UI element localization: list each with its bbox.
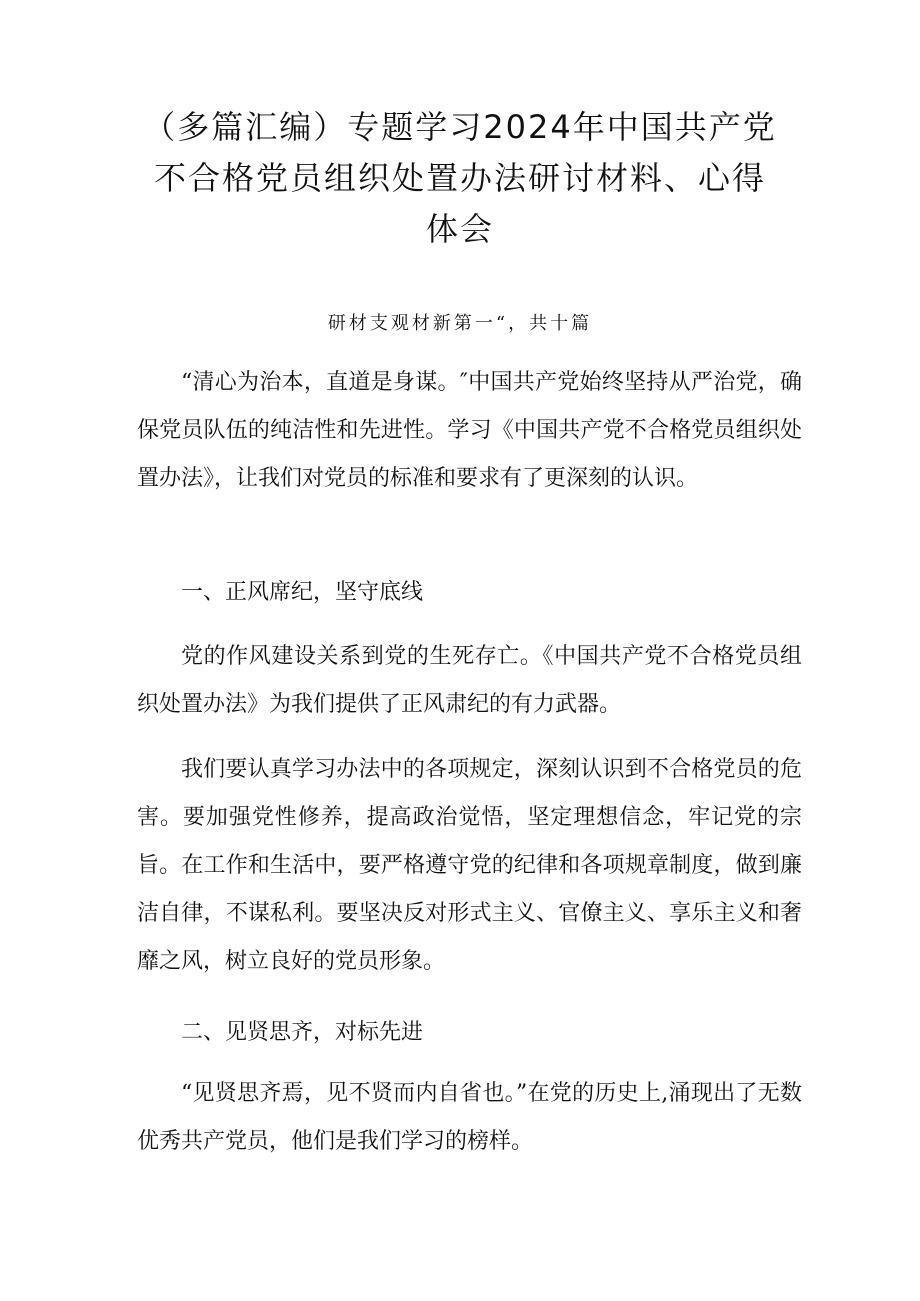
section1-paragraph-1: 党的作风建设关系到党的生死存亡。《中国共产党不合格党员组织处置办法》为我们提供了正风肃纪的有力武器。 <box>137 644 802 717</box>
section1-paragraph-2: 我们要认真学习办法中的各项规定，深刻认识到不合格党员的危害。要加强党性修养，提高政治觉悟，坚定理想信念，牢记党的宗旨。在工作和生活中，要严格遵守党的纪律和各项规章制度，做到廉洁自律，不谋私利。要坚决反对形式主义、官僚主义、享乐主义和奢靡之风，树立良好的党员形象。 <box>137 757 802 974</box>
title-line-1: （多篇汇编）专题学习2024年中国共产党 <box>143 108 777 146</box>
section2-paragraph-1: “见贤思齐焉，见不贤而内自省也。”在党的历史上,涌现出了无数优秀共产党员，他们是我们学习的榜样。 <box>137 1081 802 1154</box>
section-heading-1: 一、正风席纪，坚守底线 <box>181 580 424 605</box>
document-title <box>120 102 800 255</box>
intro-paragraph: “清心为治本，直道是身谋。″中国共产党始终坚持从严治党，确保党员队伍的纯洁性和先进性。学习《中国共产党不合格党员组织处置办法》，让我们对党员的标准和要求有了更深刻的认识。 <box>137 370 802 491</box>
title-line-3: 体会 <box>425 210 494 248</box>
section-heading-2: 二、见贤思齐，对标先进 <box>181 1020 424 1045</box>
title-line-2: 不合格党员组织处置办法研讨材料、心得 <box>153 159 766 197</box>
document-subtitle: 研材支观材新第一“，共十篇 <box>327 313 593 334</box>
